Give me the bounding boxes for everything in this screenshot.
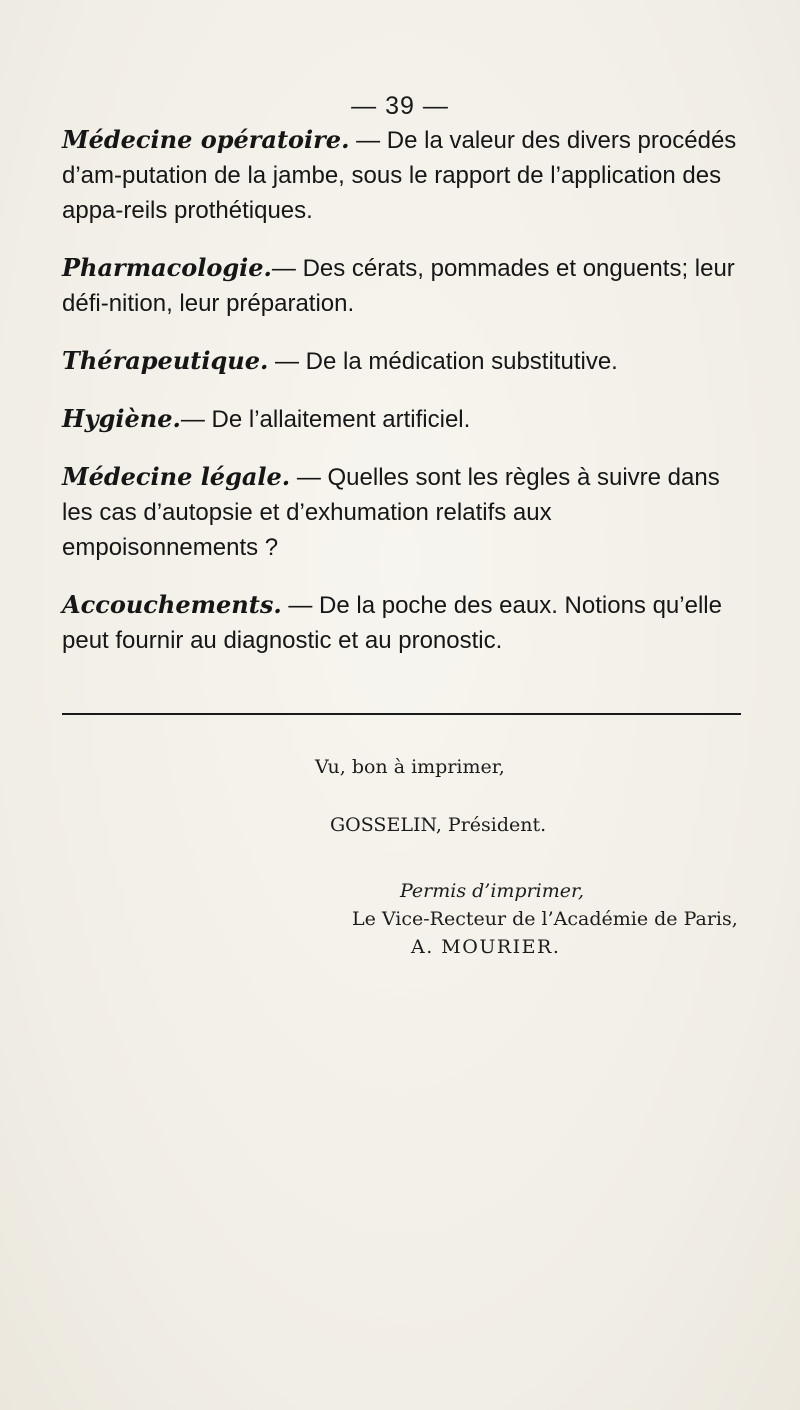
subject-text: — De la poche des eaux. Notions qu’elle peut fournir au diagnostic et au pronostic. [62, 592, 722, 654]
approval-permis-line: Permis d’imprimer, [400, 880, 585, 902]
subject-title: Médecine légale. [62, 462, 291, 491]
section-divider [62, 713, 741, 715]
approval-president-line: GOSSELIN, Président. [330, 814, 547, 836]
subject-title: Thérapeutique. [62, 346, 269, 375]
subject-entry-therapeutique [62, 343, 742, 379]
subject-title: Hygiène. [62, 404, 181, 433]
subject-text: — De la valeur des divers procédés d’am-putation de la jambe, sous le rapport de l’application des appa-reils prothétiques. [62, 127, 737, 224]
subject-entry-pharmacologie [62, 250, 742, 321]
approval-vice-recteur-line: Le Vice-Recteur de l’Académie de Paris, [352, 908, 738, 930]
exam-subjects-list [62, 122, 742, 680]
approval-vu-line: Vu, bon à imprimer, [315, 756, 505, 778]
subject-text: — De la médication substitutive. [268, 348, 618, 375]
subject-entry-hygiene [62, 401, 742, 437]
subject-entry-accouchements [62, 587, 742, 658]
subject-title: Accouchements. [62, 590, 282, 619]
page-number: — 39 — [351, 92, 449, 120]
subject-entry-medecine-legale [62, 459, 742, 565]
subject-entry-medecine-operatoire [62, 122, 742, 228]
subject-title: Médecine opératoire. [62, 125, 350, 154]
approval-signatory-line: A. MOURIER. [411, 936, 561, 958]
subject-text: — De l’allaitement artificiel. [180, 406, 471, 433]
subject-text: — Des cérats, pommades et onguents; leur défi-nition, leur préparation. [62, 255, 735, 317]
subject-text: — Quelles sont les règles à suivre dans les cas d’autopsie et d’exhumation relatifs aux empoisonnements ? [62, 464, 720, 561]
subject-title: Pharmacologie. [62, 253, 272, 282]
